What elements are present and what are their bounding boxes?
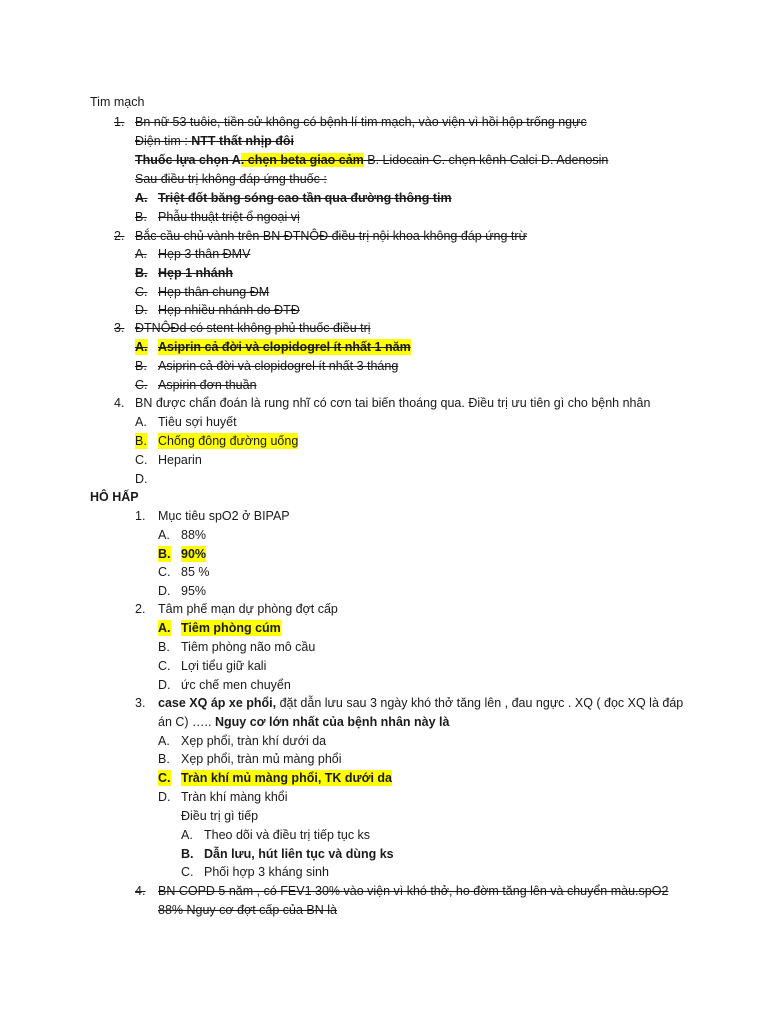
option-label: A. <box>135 415 147 429</box>
ecg-value: NTT thất nhịp đôi <box>191 134 295 148</box>
option-text: Xẹp phổi, tràn khí dưới da <box>181 734 327 748</box>
option-label: C. <box>158 565 171 579</box>
question-stem: Bắc cầu chủ vành trên BN ĐTNÔĐ điều trị nội khoa không đáp ứng trừ <box>135 229 527 243</box>
question-number: 2. <box>114 229 125 243</box>
option-text-highlighted: 90% <box>181 547 207 561</box>
question-stem: BN COPD 5 năm , có FEV1 30% vào viện vì khó thở, ho đờm tăng lên và chuyển màu.spO2 <box>158 884 669 898</box>
ecg-label: Điện tim : <box>135 134 192 148</box>
option-text-highlighted: Chống đông đường uống <box>158 434 299 448</box>
option-label: B. <box>135 266 148 280</box>
followup-stem: Sau điều trị không đáp ứng thuốc : <box>135 172 327 186</box>
option-label: B. <box>181 847 194 861</box>
question-number: 4. <box>114 396 125 410</box>
sub-question-stem: Điều trị gì tiếp <box>181 809 259 823</box>
section-heading-cardio: Tim mạch <box>90 95 145 109</box>
question-number: 1. <box>114 115 125 129</box>
question-stem-continued: 88% Nguy cơ đợt cấp của BN là <box>158 903 337 917</box>
option-label: C. <box>135 285 148 299</box>
option-label: B. <box>158 640 170 654</box>
question-number: 2. <box>135 602 146 616</box>
option-label: B. <box>135 359 147 373</box>
option-label: A. <box>135 247 147 261</box>
option-text: Phẫu thuật triệt ổ ngoại vị <box>158 210 300 224</box>
option-label: C. <box>158 771 171 785</box>
option-label: D. <box>158 678 171 692</box>
stem-line2: án C) ….. <box>158 715 215 729</box>
option-label: C. <box>135 453 148 467</box>
option-label: D. <box>135 472 148 486</box>
option-text: Dẫn lưu, hút liên tục và dùng ks <box>204 847 394 861</box>
option-text: Asiprin cả đời và clopidogrel ít nhất 3 tháng <box>158 359 399 373</box>
question-stem: Mục tiêu spO2 ở BIPAP <box>158 509 290 523</box>
drug-choice-others: B. Lidocain C. chẹn kênh Calci D. Adenosin <box>363 153 609 167</box>
option-text-highlighted: Asiprin cả đời và clopidogrel ít nhất 1 năm <box>158 340 411 354</box>
option-label: C. <box>135 378 148 392</box>
option-text: ức chế men chuyển <box>181 678 291 692</box>
drug-choice-label: Thuốc lựa chọn A <box>135 153 241 167</box>
option-text-highlighted: Tiêm phòng cúm <box>181 621 281 635</box>
stem-rest: đặt dẫn lưu sau 3 ngày khó thở tăng lên , đau ngực . XQ ( đọc XQ là đáp <box>276 696 684 710</box>
option-text: Heparin <box>158 453 202 467</box>
option-text: Phối hợp 3 kháng sinh <box>204 865 329 879</box>
option-text: 88% <box>181 528 207 542</box>
question-number: 1. <box>135 509 146 523</box>
option-label: B. <box>135 210 147 224</box>
option-text: Hẹp thân chung ĐM <box>158 285 270 299</box>
option-label: C. <box>181 865 194 879</box>
option-label: D. <box>135 303 148 317</box>
option-text: Tràn khí màng khổi <box>181 790 288 804</box>
option-text: Hẹp nhiều nhánh do ĐTĐ <box>158 303 300 317</box>
option-label: A. <box>158 528 170 542</box>
option-text: Hẹp 1 nhánh <box>158 266 234 280</box>
question-stem: ĐTNÔĐd có stent không phủ thuốc điều trị <box>135 321 371 335</box>
option-text: Tiêu sợi huyết <box>158 415 237 429</box>
option-label: A. <box>135 191 148 205</box>
option-label: B. <box>135 434 147 448</box>
option-text: Triệt đốt băng sóng cao tần qua đường thông tim <box>158 191 452 205</box>
option-label: B. <box>158 547 171 561</box>
option-label: A. <box>158 734 170 748</box>
option-text: Hẹp 3 thân ĐMV <box>158 247 251 261</box>
question-stem: BN được chẩn đoán là rung nhĩ có cơn tai biến thoáng qua. Điều trị ưu tiên gì cho bệnh nhân <box>135 396 651 410</box>
option-label: D. <box>158 790 171 804</box>
option-text: Aspirin đơn thuần <box>158 378 257 392</box>
option-text: 85 % <box>181 565 210 579</box>
option-text: Tiêm phòng não mô cầu <box>181 640 316 654</box>
question-number: 3. <box>135 696 146 710</box>
question-stem-continued <box>158 714 449 730</box>
question-number: 4. <box>135 884 146 898</box>
option-label: C. <box>158 659 171 673</box>
option-label: A. <box>135 340 148 354</box>
question-number: 3. <box>114 321 125 335</box>
stem-line2-bold: Nguy cơ lớn nhất của bệnh nhân này là <box>214 715 450 729</box>
option-text: Lợi tiểu giữ kali <box>181 659 267 673</box>
stem-bold: case XQ áp xe phổi, <box>158 696 277 710</box>
question-stem: Bn nữ 53 tuôie, tiền sử không có bệnh lí tim mạch, vào viện vì hồi hộp trống ngực <box>135 115 587 129</box>
option-text: 95% <box>181 584 207 598</box>
option-label: A. <box>158 621 171 635</box>
option-text: Theo dõi và điều trị tiếp tục ks <box>204 828 371 842</box>
option-text-highlighted: Tràn khí mủ màng phổi, TK dưới da <box>181 771 393 785</box>
question-stem <box>158 695 683 711</box>
option-label: B. <box>158 752 170 766</box>
section-heading-respiratory: HÔ HẤP <box>90 490 139 504</box>
option-label: A. <box>181 828 193 842</box>
option-label: D. <box>158 584 171 598</box>
question-stem: Tâm phế mạn dự phòng đợt cấp <box>158 602 338 616</box>
drug-choice-answer: . chẹn beta giao cảm <box>240 153 364 167</box>
option-text: Xẹp phổi, tràn mủ màng phổi <box>181 752 342 766</box>
ecg-line <box>135 133 294 149</box>
drug-choice-line <box>135 152 608 168</box>
